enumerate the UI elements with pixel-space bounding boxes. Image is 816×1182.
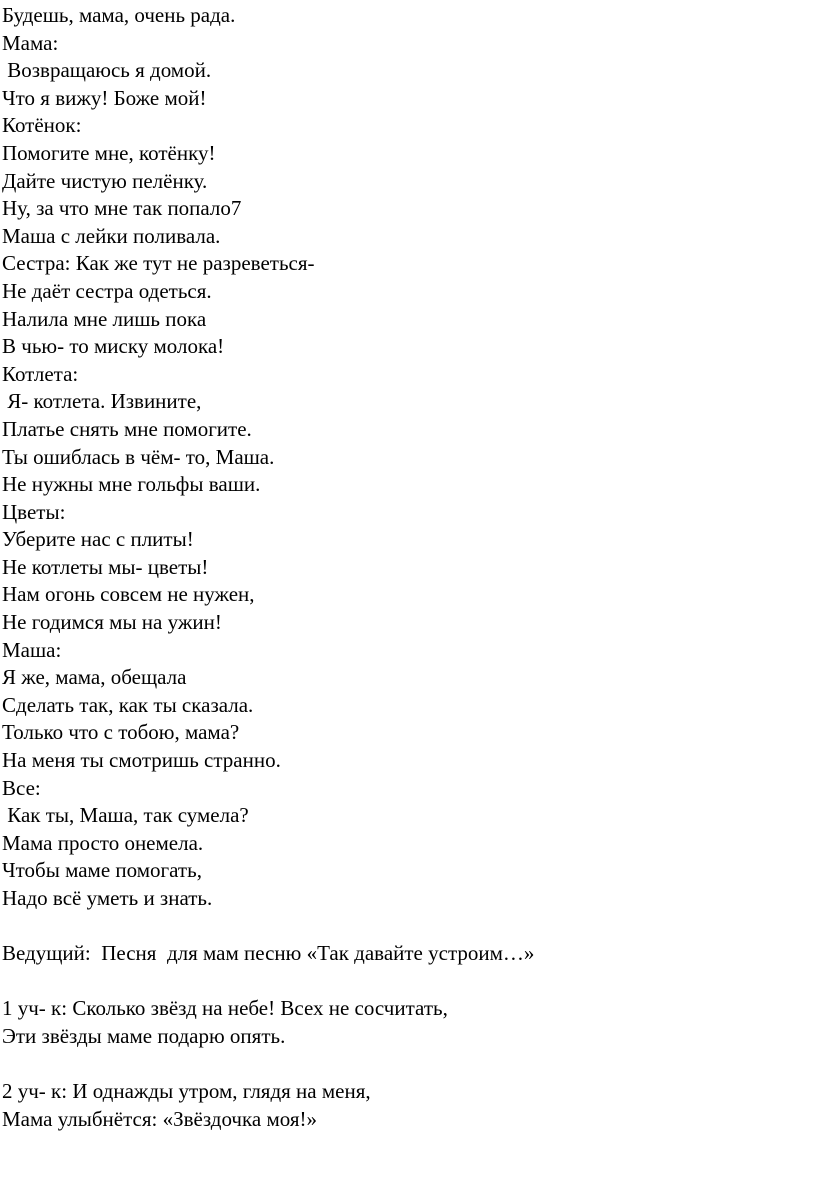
text-line: Не годимся мы на ужин! bbox=[2, 610, 222, 635]
text-line: Маша с лейки поливала. bbox=[2, 223, 221, 248]
text-line: Маша: bbox=[2, 637, 62, 662]
text-line: Уберите нас с плиты! bbox=[2, 527, 194, 552]
text-line: Сделать так, как ты сказала. bbox=[2, 692, 254, 717]
text-line: Что я вижу! Боже мой! bbox=[2, 85, 207, 110]
text-line: Налила мне лишь пока bbox=[2, 306, 207, 331]
text-line: Дайте чистую пелёнку. bbox=[2, 168, 208, 193]
text-line: Ну, за что мне так попало7 bbox=[2, 196, 242, 221]
text-line: Нам огонь совсем не нужен, bbox=[2, 582, 255, 607]
text-line: Не даёт сестра одеться. bbox=[2, 278, 212, 303]
text-line: В чью- то миску молока! bbox=[2, 334, 225, 359]
text-line: Чтобы маме помогать, bbox=[2, 858, 202, 883]
text-line: Сестра: Как же тут не разреветься- bbox=[2, 251, 315, 276]
text-line: 1 уч- к: Сколько звёзд на небе! Всех не сосчитать, bbox=[2, 996, 448, 1021]
text-line: Котлета: bbox=[2, 361, 79, 386]
text-line: Платье снять мне помогите. bbox=[2, 416, 252, 441]
text-line: Только что с тобою, мама? bbox=[2, 720, 240, 745]
text-line: Не котлеты мы- цветы! bbox=[2, 554, 209, 579]
text-line: Как ты, Маша, так сумела? bbox=[2, 803, 249, 828]
text-line: Мама улыбнётся: «Звёздочка моя!» bbox=[2, 1106, 317, 1131]
text-line: Мама: bbox=[2, 30, 59, 55]
text-line: 2 уч- к: И однажды утром, глядя на меня, bbox=[2, 1079, 371, 1104]
text-line: На меня ты смотришь странно. bbox=[2, 748, 281, 773]
text-line: Ты ошиблась в чём- то, Маша. bbox=[2, 444, 275, 469]
text-line: Эти звёзды маме подарю опять. bbox=[2, 1023, 286, 1048]
text-line: Не нужны мне гольфы ваши. bbox=[2, 472, 261, 497]
blank-line bbox=[2, 1051, 812, 1079]
text-line: Ведущий: Песня для мам песню «Так давайте устроим…» bbox=[2, 941, 535, 966]
text-line: Мама просто онемела. bbox=[2, 830, 204, 855]
poem-text bbox=[2, 2, 812, 1133]
text-line: Котёнок: bbox=[2, 113, 82, 138]
text-line: Надо всё уметь и знать. bbox=[2, 886, 213, 910]
text-line: Будешь, мама, очень рада. bbox=[2, 3, 236, 27]
blank-line bbox=[2, 913, 812, 941]
blank-line bbox=[2, 968, 812, 996]
text-line: Я же, мама, обещала bbox=[2, 665, 187, 690]
text-line: Помогите мне, котёнку! bbox=[2, 140, 216, 165]
text-line: Я- котлета. Извините, bbox=[2, 389, 202, 414]
text-line: Возвращаюсь я домой. bbox=[2, 58, 212, 83]
text-line: Цветы: bbox=[2, 499, 66, 524]
text-line: Все: bbox=[2, 775, 41, 800]
